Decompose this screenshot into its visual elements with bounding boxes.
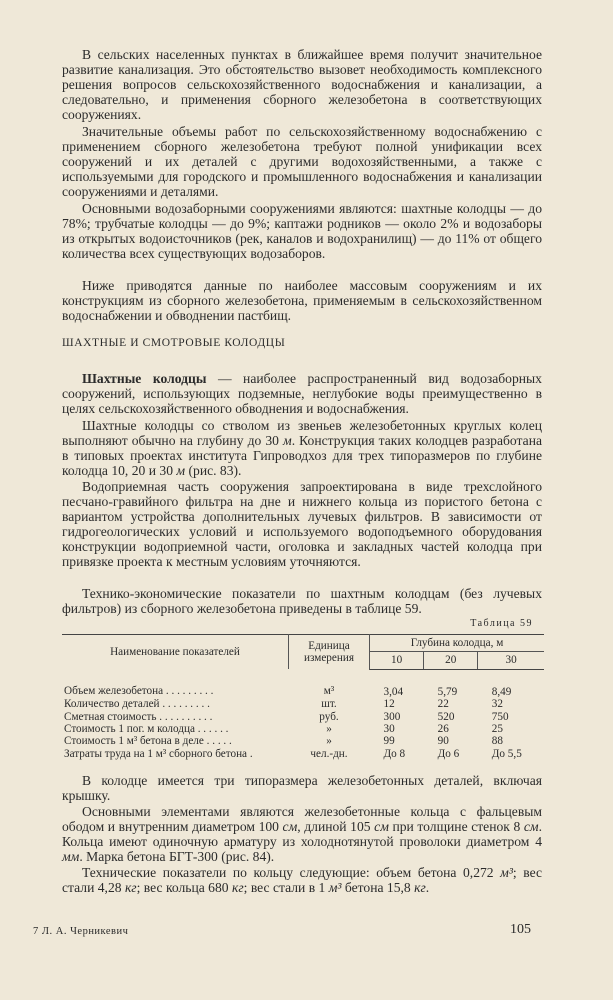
col-name-header: Наименование показателей — [62, 635, 289, 670]
table-row: Стоимость 1 пог. м колодца . . . . . . » 30 26 25 — [64, 723, 503, 736]
lead-term: Шахтные колодцы — [82, 371, 207, 386]
depth-30-header: 30 — [478, 652, 544, 669]
table-row: Сметная стоимость . . . . . . . . . . руб. 300 520 750 — [64, 710, 509, 723]
indicators-table — [62, 634, 544, 760]
paragraph-ring-specs: Технические показатели по кольцу следующие: объем бетона 0,272 м³; вес стали 4,28 кг; вес кольца 680 кг; вес стали в 1 м³ бетона 15,8 кг. — [62, 865, 542, 895]
paragraph-three-sizes: В колодце имеется три типоразмера железобетонных деталей, включая крышку. — [62, 773, 542, 803]
paragraph-shaft-construction: Шахтные колодцы со стволом из звеньев железобетонных круглых колец выполняют обычно на глубину до 30 м. Конструкция таких колодцев разработана в типовых проектах института Гипроводхоз для трех типоразмеров по глубине колодца 10, 20 и 30 м (рис. 83). — [62, 418, 542, 478]
col-depth-header: Глубина колодца, м — [370, 635, 545, 652]
paragraph-rural-sewerage: В сельских населенных пунктах в ближайшее время получит значительное развитие канализация. Это обстоятельство вызовет необходимость комплексного решения вопросов сельскохозяйственного водоснабжения и канализации, а следовательно, и применения сборного железобетона в соответствующих сооружениях. — [62, 47, 542, 122]
depth-10-header: 10 — [370, 652, 424, 669]
page-number: 105 — [510, 922, 531, 937]
table-row: Объем железобетона . . . . . . . . . м³ 3,04 5,79 8,49 — [64, 685, 512, 698]
paragraph-volumes: Значительные объемы работ по сельскохозяйственному водоснабжению с применением сборного железобетона требуют полной унификации всех сооружений и их деталей с другими водохозяйственными, а также с используемыми для городского и промышленного водоснабжения и канализации сооружениями и деталями. — [62, 124, 542, 199]
paragraph-rings: Основными элементами являются железобетонные кольца с фальцевым ободом и внутренним диаметром 100 см, длиной 105 см при толщине стенок 8 см. Кольца имеют одиночную арматуру из холоднотянутой проволоки диаметром 4 мм. Марка бетона БГТ-300 (рис. 84). — [62, 804, 542, 864]
footer-signature: 7 Л. А. Черникевич — [33, 926, 129, 937]
paragraph-data-intro: Ниже приводятся данные по наиболее массовым сооружениям и их конструкциям из сборного железобетона, применяемым в сельскохозяйственном водоснабжении и обводнении пастбищ. — [62, 278, 542, 323]
section-heading: ШАХТНЫЕ И СМОТРОВЫЕ КОЛОДЦЫ — [62, 337, 286, 349]
depth-20-header: 20 — [424, 652, 478, 669]
paragraph-main-intakes: Основными водозаборными сооружениями являются: шахтные колодцы — до 78%; трубчатые колодцы — до 9%; каптажи родников — около 2% и водозаборы из открытых водоисточников (рек, каналов и водохранилищ) — до 11% от общего количества всех существующих водозаборов. — [62, 201, 542, 261]
col-unit-header: Единица измерения — [289, 635, 370, 670]
table-label: Таблица 59 — [470, 618, 533, 629]
table-row: Затраты труда на 1 м³ сборного бетона . чел.-дн. До 8 До 6 До 5,5 — [64, 747, 522, 760]
table-row: Стоимость 1 м³ бетона в деле . . . . . » 99 90 88 — [64, 735, 503, 748]
table-row: Количество деталей . . . . . . . . . шт. 12 22 32 — [64, 698, 503, 711]
paragraph-economic-indicators: Технико-экономические показатели по шахтным колодцам (без лучевых фильтров) из сборного железобетона приведены в таблице 59. — [62, 586, 542, 616]
paragraph-intake-part: Водоприемная часть сооружения запроектирована в виде трехслойного песчано-гравийного фильтра на дне и нижнего кольца из пористого бетона с вариантом устройства дополнительных лучевых фильтров. В зависимости от гидрогеологических условий и используемого водоподъемного оборудования конструкции водоприемной части, оголовка и закладных частей колодца при привязке проекта к местным условиям уточняются. — [62, 479, 542, 569]
paragraph-shaft-wells-definition: Шахтные колодцы — наиболее распространенный вид водозаборных сооружений, использующих подземные, неглубокие воды преимущественно в целях сельскохозяйственного обводнения и водоснабжения. — [62, 371, 542, 416]
